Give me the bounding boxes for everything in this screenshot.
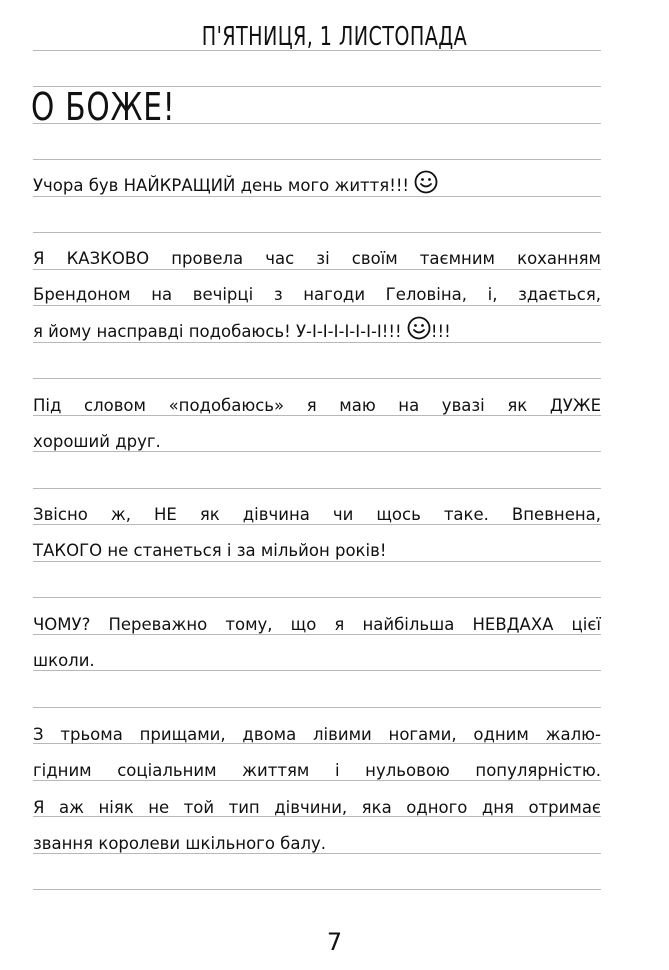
ruled-line xyxy=(33,378,601,379)
paragraph-4 xyxy=(33,497,601,570)
paragraph-3 xyxy=(33,388,601,461)
paragraph-line xyxy=(33,168,601,204)
paragraph-6 xyxy=(33,717,601,862)
page-number: 7 xyxy=(326,928,343,956)
paragraph-5 xyxy=(33,607,601,680)
text-line: звання королеви шкільного балу. xyxy=(33,833,327,853)
date-header: П'ЯТНИЦЯ, 1 ЛИСТОПАДА xyxy=(201,22,468,52)
ruled-line xyxy=(33,707,601,708)
paragraph-2 xyxy=(33,241,601,350)
ruled-line xyxy=(33,159,601,160)
text-line: я йому насправді подобаюсь! У-І-І-І-І-І-І-І!!! xyxy=(33,321,402,341)
ruled-line xyxy=(33,889,601,890)
text-line: Учора був НАЙКРАЩИЙ день мого життя!!! xyxy=(33,176,410,195)
text-line: Я КАЗКОВО провела час зі своїм таємним коханням xyxy=(33,249,601,268)
ruled-line xyxy=(33,232,601,233)
text-line: ТАКОГО не станеться і за мільйон років! xyxy=(33,541,387,561)
text-line: школи. xyxy=(33,651,95,671)
paragraph-line xyxy=(33,314,601,350)
text-line: Звісно ж, НЕ як дівчина чи щось таке. Впевнена, xyxy=(33,505,601,524)
paragraph-1 xyxy=(33,168,601,204)
text-line: !!! xyxy=(430,321,451,341)
smiley-icon xyxy=(414,170,438,194)
ruled-line xyxy=(33,488,601,489)
ruled-line xyxy=(33,597,601,598)
text-line: ЧОМУ? Переважно тому, що я найбільша НЕВДАХА цієї xyxy=(33,615,601,634)
text-line: З трьома прищами, двома лівими ногами, одним жалю- xyxy=(33,725,601,744)
text-line: Я аж ніяк не той тип дівчини, яка одного дня отримає xyxy=(33,797,601,817)
headline: О БОЖЕ! xyxy=(31,85,176,129)
text-line: Під словом «подобаюсь» я маю на увазі як ДУЖЕ xyxy=(33,396,601,415)
smiley-icon xyxy=(407,316,431,340)
text-line: гідним соціальним життям і нульовою популярністю. xyxy=(33,761,601,781)
text-line: хороший друг. xyxy=(33,432,161,452)
text-line: Брендоном на вечірці з нагоди Геловіна, і, здається, xyxy=(33,285,601,305)
